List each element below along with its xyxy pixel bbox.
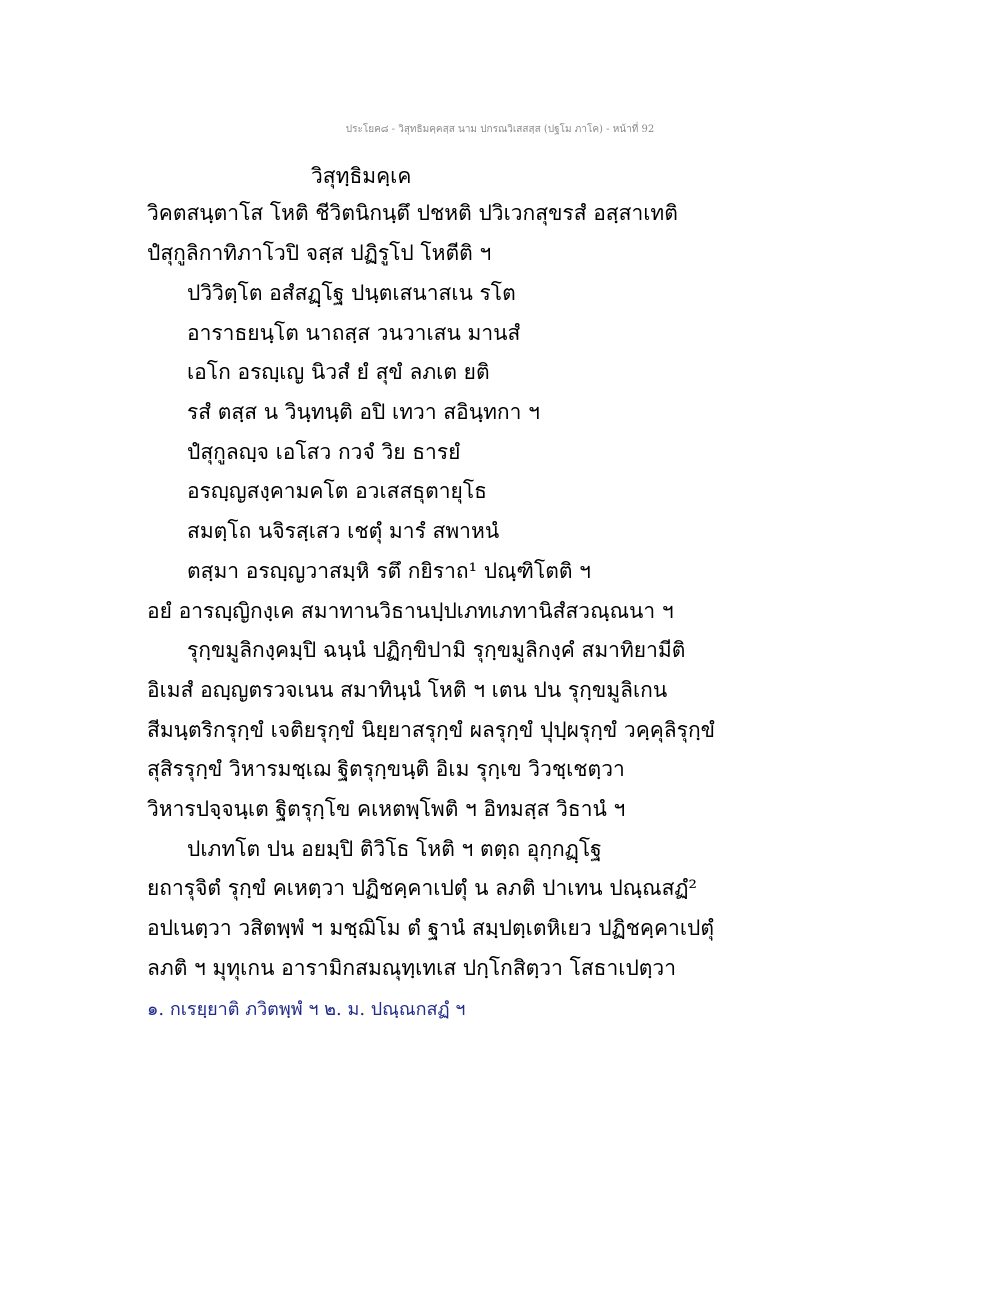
verse-line: สมตฺโถ นจิรสฺเสว เชตุํ มารํ สพาหนํ [187, 519, 500, 543]
footnote: ๑. กเรยฺยาติ ภวิตพฺพํ ฯ ๒. ม. ปณฺณกสฏํ ฯ [147, 999, 466, 1020]
text-line: อยํ อารญฺญิกงฺเค สมาทานวิธานปฺปเภทเภทานิสํสวณฺณนา ฯ [147, 599, 674, 623]
verse-line: ตสฺมา อรญฺญวาสมฺหิ รตึ กยิราถ¹ ปณฺฑิโตติ ฯ [187, 559, 591, 583]
verse-line: อาราธยนฺโต นาถสฺส วนวาเสน มานสํ [187, 321, 521, 345]
text-line: สีมนฺตริกรุกฺขํ เจติยรุกฺขํ นิยฺยาสรุกฺขํ ผลรุกฺขํ ปุปฺผรุกฺขํ วคฺคุลิรุกฺขํ [147, 718, 716, 742]
verse-line: ปวิวิตฺโต อสํสฏฺโฐ ปนฺตเสนาสเน รโต [187, 281, 516, 305]
page-header: ประโยค๘ - วิสุทธิมคฺคสฺส นาม ปกรณวิเสสสฺส (ปฐโม ภาโค) - หน้าที่ 92 [345, 124, 655, 135]
text-line: ปํสุกูลิกาทิภาโวปิ จสฺส ปฏิรูโป โหตีติ ฯ [147, 241, 492, 265]
text-line: อปเนตฺวา วสิตพฺพํ ฯ มชฺฌิโม ตํ ฐานํ สมฺปตฺเตหิเยว ปฏิชคฺคาเปตุํ [147, 916, 714, 940]
verse-line: อรญฺญสงฺคามคโต อวเสสธุตายุโธ [187, 479, 487, 503]
section-title: วิสุทฺธิมคฺเค [311, 164, 412, 188]
verse-line: รสํ ตสฺส น วินฺทนฺติ อปิ เทวา สอินฺทกา ฯ [187, 400, 540, 424]
text-line: ยถารุจิตํ รุกฺขํ คเหตฺวา ปฏิชคฺคาเปตุํ น ลภติ ปาเทน ปณฺณสฏํ² [147, 876, 697, 900]
text-line: สุสิรรุกฺขํ วิหารมชฺเฌ ฐิตรุกฺขนฺติ อิเม รุกฺเข วิวชฺเชตฺวา [147, 757, 625, 781]
verse-line: เอโก อรญฺเญ นิวสํ ยํ สุขํ ลภเต ยติ [187, 360, 490, 384]
text-line: ลภติ ฯ มุทุเกน อารามิกสมณุทฺเทเส ปกฺโกสิตฺวา โสธาเปตฺวา [147, 956, 676, 980]
verse-line: ปํสุกูลญฺจ เอโสว กวจํ วิย ธารยํ [187, 440, 461, 464]
text-line: วิคตสนฺตาโส โหติ ชีวิตนิกนฺตึ ปชหติ ปวิเวกสุขรสํ อสฺสาเทติ [147, 201, 678, 225]
text-line: รุกฺขมูลิกงฺคมฺปิ ฉนฺนํ ปฏิกฺขิปามิ รุกฺขมูลิกงฺคํ สมาทิยามีติ [187, 638, 686, 662]
text-line: วิหารปจฺจนฺเต ฐิตรุกฺโข คเหตพฺโพติ ฯ อิทมสฺส วิธานํ ฯ [147, 797, 626, 821]
text-line: ปเภทโต ปน อยมฺปิ ติวิโธ โหติ ฯ ตตฺถ อุกฺกฏฺโฐ [187, 837, 602, 861]
text-line: อิเมสํ อญฺญตรวจเนน สมาทินฺนํ โหติ ฯ เตน ปน รุกฺขมูลิเกน [147, 678, 668, 702]
